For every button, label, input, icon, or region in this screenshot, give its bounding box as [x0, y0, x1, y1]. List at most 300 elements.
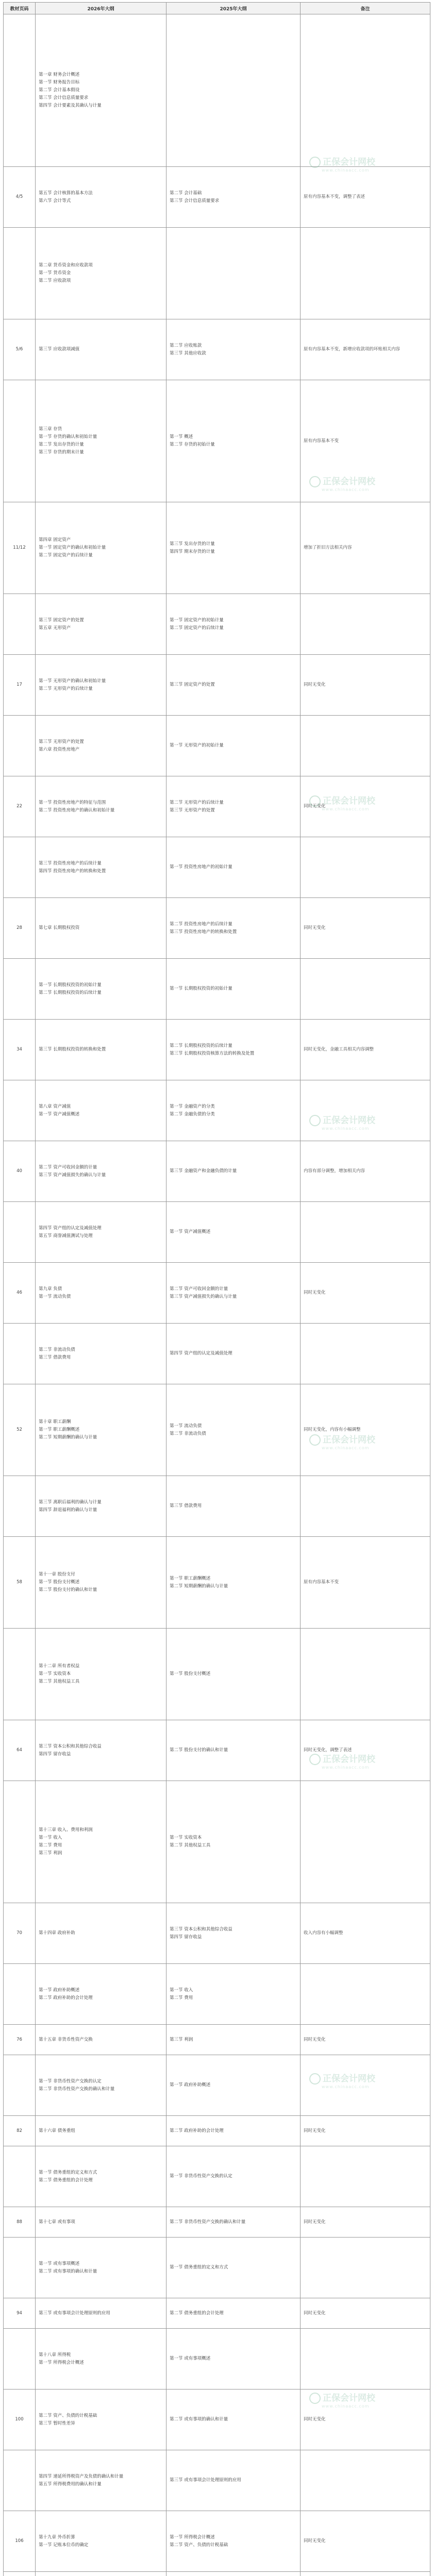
syllabus-line-2026: 第三节 会计信息质量要求 [39, 95, 89, 100]
cell-2026 [36, 837, 166, 898]
cell-note [301, 2146, 430, 2207]
cell-2025 [166, 2572, 301, 2576]
syllabus-line-2026: 第一节 非货币性资产交换的认定 [39, 2078, 102, 2084]
cell-2026 [36, 2511, 166, 2572]
syllabus-line-2025: 第一节 概述 [170, 434, 193, 439]
cell-2025 [166, 716, 301, 776]
cell-note [301, 1964, 430, 2025]
syllabus-line-2026: 第十九章 外币折算 [39, 2534, 75, 2540]
cell-page [4, 716, 36, 776]
syllabus-line-2026: 第二节 长期股权投资的后续计量 [39, 990, 102, 995]
cell-page [4, 1324, 36, 1384]
cell-note [301, 14, 430, 167]
syllabus-line-2026: 第一节 资产减值概述 [39, 1111, 80, 1117]
syllabus-line-2026: 第五节 会计核算的基本方法 [39, 190, 93, 196]
syllabus-line-2026: 第九章 负债 [39, 1286, 62, 1292]
table-row [4, 716, 430, 776]
table-row [4, 776, 430, 837]
watermark-brand: 正保会计网校 [323, 796, 375, 806]
cell-2026 [36, 1537, 166, 1629]
syllabus-line-2026: 第一节 职工薪酬概述 [39, 1427, 80, 1432]
cell-2026 [36, 319, 166, 380]
header-2026-syllabus: 2026年大纲 [36, 3, 166, 14]
watermark-brand: 正保会计网校 [323, 1435, 375, 1445]
syllabus-line-2026: 第三节 暂时性差异 [39, 2420, 75, 2426]
syllabus-line-2026: 第八章 资产减值 [39, 1104, 71, 1109]
table-row [4, 898, 430, 959]
cell-2025 [166, 898, 301, 959]
syllabus-line-2026: 第四节 会计要素及其确认与计量 [39, 103, 102, 108]
syllabus-line-2025: 第二节 非流动负债 [170, 1431, 206, 1436]
cell-2026 [36, 594, 166, 655]
syllabus-line-2026: 第二节 股份支付的确认和计量 [39, 1587, 97, 1592]
table-row [4, 1629, 430, 1720]
table-header-row [4, 3, 430, 14]
cell-note [301, 1629, 430, 1720]
watermark-url: www.chinaacc.com [322, 2084, 370, 2089]
syllabus-line-2026: 第三节 利润 [39, 1851, 62, 1856]
syllabus-line-2026: 第三节 投资性房地产的后续计量 [39, 860, 102, 866]
cell-2026 [36, 1629, 166, 1720]
cell-page [4, 2329, 36, 2389]
syllabus-line-2025: 第三节 资本公积和其他综合收益 [170, 1926, 232, 1932]
syllabus-line-2026: 第五章 无形资产 [39, 625, 71, 631]
cell-page: 17 [4, 655, 36, 716]
cell-2025 [166, 1476, 301, 1537]
syllabus-line-2025: 第三节 长期股权投资核算方法的转换及处置 [170, 1050, 255, 1056]
syllabus-line-2026: 第三节 资本公积和其他综合收益 [39, 1743, 102, 1749]
table-row [4, 2329, 430, 2389]
cell-note: 同时无变化 [301, 776, 430, 837]
cell-2025 [166, 1903, 301, 1964]
cell-note: 同时无变化 [301, 655, 430, 716]
cell-2025 [166, 776, 301, 837]
cell-page [4, 1080, 36, 1141]
table-row [4, 319, 430, 380]
cell-2025 [166, 1263, 301, 1324]
watermark-brand: 正保会计网校 [323, 2393, 375, 2403]
syllabus-line-2025: 第二节 资产可收回金额的计量 [170, 1286, 228, 1292]
syllabus-line-2026: 第二节 或有事项的确认和计量 [39, 2268, 97, 2274]
cell-page [4, 594, 36, 655]
table-row [4, 2146, 430, 2207]
syllabus-line-2026: 第二章 货币资金和应收款项 [39, 263, 93, 268]
table-row [4, 228, 430, 319]
syllabus-line-2025: 第一节 政府补助概述 [170, 2082, 211, 2088]
syllabus-line-2025: 第二节 资产、负债的计税基础 [170, 2542, 228, 2548]
syllabus-line-2026: 第二节 政府补助的会计处理 [39, 1995, 93, 2001]
syllabus-line-2025: 第一节 所得税会计概述 [170, 2534, 215, 2540]
table-row [4, 2238, 430, 2298]
table-row [4, 2116, 430, 2146]
cell-page: 22 [4, 776, 36, 837]
cell-2025 [166, 1080, 301, 1141]
cell-2025 [166, 1781, 301, 1903]
cell-2026 [36, 1263, 166, 1324]
syllabus-line-2026: 第二节 会计基本假设 [39, 88, 80, 93]
table-row [4, 1384, 430, 1476]
cell-2026 [36, 2389, 166, 2450]
cell-note [301, 2450, 430, 2511]
syllabus-line-2026: 第二节 固定资产的后续计量 [39, 553, 93, 558]
syllabus-line-2025: 第一节 或有事项概述 [170, 2356, 211, 2361]
table-row [4, 1263, 430, 1324]
syllabus-line-2025: 第二节 股份支付的确认和计量 [170, 1748, 228, 1753]
cell-note [301, 1476, 430, 1537]
cell-2026 [36, 716, 166, 776]
syllabus-line-2026: 第三节 存货的期末计量 [39, 450, 84, 455]
syllabus-line-2026: 第二节 应收款项 [39, 278, 71, 283]
table-row [4, 1020, 430, 1080]
watermark-url: www.chinaacc.com [322, 2404, 370, 2409]
syllabus-line-2025: 第一节 金融资产的分类 [170, 1104, 215, 1109]
syllabus-line-2025: 第二节 无形资产的后续计量 [170, 800, 224, 805]
syllabus-line-2026: 第二节 资产、负债的计税基础 [39, 2413, 97, 2418]
syllabus-line-2026: 第一节 流动负债 [39, 1294, 71, 1299]
watermark-brand: 正保会计网校 [323, 477, 375, 487]
cell-note: 原有内容基本不变，新增应收款项的坏账相关内容 [301, 319, 430, 380]
cell-2026 [36, 2329, 166, 2389]
syllabus-line-2025: 第三节 借款费用 [170, 1503, 202, 1509]
table-row [4, 1903, 430, 1964]
syllabus-line-2026: 第十三章 收入、费用和利润 [39, 1827, 93, 1833]
syllabus-line-2026: 第一节 固定资产的确认和初始计量 [39, 545, 106, 550]
syllabus-line-2025: 第四节 期末存货的计量 [170, 549, 215, 554]
cell-2026 [36, 502, 166, 594]
table-row [4, 2511, 430, 2572]
table-row [4, 1476, 430, 1537]
cell-2025 [166, 1720, 301, 1781]
syllabus-line-2026: 第一节 投资性房地产的特征与范围 [39, 800, 106, 805]
cell-2026 [36, 14, 166, 167]
syllabus-line-2026: 第五节 所得税费用的确认和计量 [39, 2481, 102, 2487]
cell-page: 40 [4, 1141, 36, 1202]
cell-2026 [36, 2116, 166, 2146]
table-row [4, 2207, 430, 2238]
syllabus-line-2025: 第二节 或有事项的确认和计量 [170, 2417, 228, 2422]
syllabus-line-2025: 第一节 职工薪酬概述 [170, 1575, 211, 1581]
watermark-url: www.chinaacc.com [322, 168, 370, 173]
table-row [4, 1141, 430, 1202]
header-page: 教材页码 [4, 3, 36, 14]
cell-2025 [166, 655, 301, 716]
table-row [4, 167, 430, 228]
table-row [4, 2389, 430, 2450]
syllabus-line-2026: 第一节 收入 [39, 1835, 62, 1840]
syllabus-line-2025: 第二节 其他权益工具 [170, 1843, 211, 1848]
syllabus-line-2026: 第十一章 股份支付 [39, 1572, 75, 1577]
syllabus-line-2025: 第三节 资产减值损失的确认与计量 [170, 1294, 237, 1299]
syllabus-line-2026: 第十二章 所有者权益 [39, 1664, 80, 1669]
cell-2025 [166, 2329, 301, 2389]
cell-2025 [166, 14, 301, 167]
cell-page [4, 837, 36, 898]
syllabus-line-2026: 第一节 股份支付概述 [39, 1580, 80, 1585]
cell-2026 [36, 1781, 166, 1903]
syllabus-line-2025: 第三节 或有事项会计处理原则的应用 [170, 2478, 241, 2483]
table-row [4, 1964, 430, 2025]
cell-note: 同时无变化 [301, 2116, 430, 2146]
cell-note: 同时无变化，调整了表述 [301, 1720, 430, 1781]
cell-2026 [36, 2207, 166, 2238]
syllabus-line-2026: 第一章 财务会计概述 [39, 72, 80, 77]
cell-2025 [166, 594, 301, 655]
syllabus-line-2026: 第一节 实收资本 [39, 1671, 71, 1676]
syllabus-line-2026: 第十五章 非货币性资产交换 [39, 2037, 93, 2042]
cell-2025 [166, 2146, 301, 2207]
cell-note [301, 1202, 430, 1263]
cell-page: 100 [4, 2389, 36, 2450]
cell-2025 [166, 2511, 301, 2572]
cell-2026 [36, 1384, 166, 1476]
cell-2026 [36, 380, 166, 502]
cell-2025 [166, 2298, 301, 2329]
syllabus-line-2026: 第四节 递延所得税资产及负债的确认和计量 [39, 2473, 124, 2479]
cell-2026 [36, 1964, 166, 2025]
syllabus-line-2025: 第二节 会计基础 [170, 190, 202, 196]
syllabus-line-2026: 第一节 记账本位币的确定 [39, 2542, 89, 2548]
syllabus-line-2025: 第二节 债务重组的会计处理 [170, 2310, 224, 2316]
cell-page [4, 959, 36, 1020]
cell-2026 [36, 1202, 166, 1263]
syllabus-line-2026: 第三节 资产减值损失的确认与计量 [39, 1172, 106, 1178]
syllabus-line-2025: 第一节 投资性房地产的初始计量 [170, 865, 232, 870]
cell-page: 88 [4, 2207, 36, 2238]
cell-note: 同时无变化 [301, 2511, 430, 2572]
syllabus-line-2025: 第三节 会计信息质量要求 [170, 198, 220, 204]
table-row [4, 837, 430, 898]
cell-2025 [166, 2116, 301, 2146]
cell-page: 11/12 [4, 502, 36, 594]
table-row [4, 2025, 430, 2055]
cell-2025 [166, 319, 301, 380]
syllabus-line-2025: 第二节 政府补助的会计处理 [170, 2128, 224, 2133]
cell-2026 [36, 2238, 166, 2298]
cell-page: 52 [4, 1384, 36, 1476]
syllabus-comparison-table [3, 2, 430, 2576]
cell-2025 [166, 1537, 301, 1629]
cell-2025 [166, 837, 301, 898]
syllabus-line-2025: 第一节 债务重组的定义和方式 [170, 2265, 228, 2270]
cell-2025 [166, 1324, 301, 1384]
watermark-url: www.chinaacc.com [322, 487, 370, 492]
cell-note: 内容有部分调整，增加相关内容 [301, 1141, 430, 1202]
watermark-brand: 正保会计网校 [323, 157, 375, 167]
syllabus-line-2026: 第一节 长期股权投资的初始计量 [39, 982, 102, 988]
cell-2025 [166, 1629, 301, 1720]
cell-2025 [166, 2450, 301, 2511]
syllabus-line-2025: 第一节 非货币性资产交换的认定 [170, 2174, 232, 2179]
syllabus-line-2025: 第一节 实收资本 [170, 1835, 202, 1840]
syllabus-line-2026: 第十四章 政府补助 [39, 1930, 75, 1936]
syllabus-line-2026: 第一节 或有事项概述 [39, 2261, 80, 2266]
syllabus-line-2026: 第二节 短期薪酬的确认与计量 [39, 1435, 97, 1440]
syllabus-line-2026: 第四节 资产组的认定及减值处理 [39, 1225, 102, 1231]
cell-page: 34 [4, 1020, 36, 1080]
cell-2025 [166, 2389, 301, 2450]
cell-page: 5/6 [4, 319, 36, 380]
table-row [4, 1720, 430, 1781]
syllabus-line-2026: 第二节 无形资产的后续计量 [39, 686, 93, 691]
cell-note: 同时无变化，内容有小幅调整 [301, 1384, 430, 1476]
syllabus-line-2025: 第二节 存货的初始计量 [170, 442, 215, 447]
header-note: 备注 [301, 3, 430, 14]
syllabus-line-2025: 第四节 资产组的认定及减值处理 [170, 1351, 232, 1356]
cell-page [4, 1781, 36, 1903]
syllabus-line-2026: 第三节 借款费用 [39, 1354, 71, 1360]
cell-2026 [36, 2298, 166, 2329]
watermark-brand: 正保会计网校 [323, 2074, 375, 2084]
syllabus-line-2026: 第四节 留存收益 [39, 1751, 71, 1757]
cell-note: 增加了折旧方法相关内容 [301, 502, 430, 594]
cell-2025 [166, 167, 301, 228]
watermark-url: www.chinaacc.com [322, 1765, 370, 1770]
syllabus-line-2025: 第一节 无形资产的初始计量 [170, 743, 224, 748]
table-row [4, 14, 430, 167]
cell-2026 [36, 1324, 166, 1384]
syllabus-line-2026: 第二节 发出存货的计量 [39, 442, 84, 447]
syllabus-line-2025: 第二节 费用 [170, 1995, 193, 2001]
syllabus-line-2026: 第十章 职工薪酬 [39, 1419, 71, 1425]
syllabus-line-2026: 第二节 其他权益工具 [39, 1679, 80, 1684]
cell-page: 28 [4, 898, 36, 959]
cell-page [4, 2238, 36, 2298]
cell-2026 [36, 1476, 166, 1537]
table-row [4, 2572, 430, 2576]
syllabus-line-2025: 第四节 留存收益 [170, 1934, 202, 1940]
syllabus-line-2026: 第一节 财务报告目标 [39, 80, 80, 85]
syllabus-line-2025: 第三节 固定资产的处置 [170, 682, 215, 687]
cell-note [301, 594, 430, 655]
syllabus-line-2026: 第一节 政府补助概述 [39, 1987, 80, 1993]
syllabus-line-2026: 第一节 存货的确认和初始计量 [39, 434, 97, 439]
syllabus-line-2026: 第二节 债务重组的会计处理 [39, 2177, 93, 2183]
table-row [4, 2450, 430, 2511]
cell-2025 [166, 502, 301, 594]
cell-page [4, 1964, 36, 2025]
syllabus-line-2026: 第十六章 债务重组 [39, 2128, 75, 2133]
cell-page: 94 [4, 2298, 36, 2329]
table-row [4, 380, 430, 502]
cell-2025 [166, 2238, 301, 2298]
cell-page [4, 2055, 36, 2116]
syllabus-line-2025: 第一节 收入 [170, 1987, 193, 1993]
comparison-table-container [3, 2, 430, 2576]
table-row [4, 1324, 430, 1384]
syllabus-line-2025: 第二节 非货币性资产交换的确认和计量 [170, 2219, 246, 2225]
cell-2025 [166, 1964, 301, 2025]
cell-2026 [36, 167, 166, 228]
cell-2025 [166, 2025, 301, 2055]
cell-note: 收入内容有小幅调整 [301, 1903, 430, 1964]
cell-2026 [36, 2450, 166, 2511]
cell-2026 [36, 2146, 166, 2207]
cell-page: 106 [4, 2511, 36, 2572]
cell-note [301, 959, 430, 1020]
syllabus-line-2025: 第一节 长期股权投资的初始计量 [170, 986, 232, 991]
watermark-url: www.chinaacc.com [322, 1446, 370, 1450]
table-row [4, 655, 430, 716]
syllabus-line-2026: 第二节 资产可收回金额的计量 [39, 1164, 97, 1170]
cell-2026 [36, 2572, 166, 2576]
syllabus-line-2025: 第二节 固定资产的后续计量 [170, 625, 224, 631]
syllabus-line-2025: 第三节 无形资产的处置 [170, 807, 215, 813]
cell-note [301, 2572, 430, 2576]
syllabus-line-2026: 第七章 长期股权投资 [39, 925, 80, 930]
cell-2026 [36, 2025, 166, 2055]
syllabus-line-2025: 第二节 应收账款 [170, 343, 202, 348]
cell-note [301, 2055, 430, 2116]
syllabus-line-2026: 第三节 或有事项会计处理原则的应用 [39, 2310, 110, 2316]
syllabus-line-2026: 第三节 固定资产的处置 [39, 617, 84, 623]
cell-note [301, 1781, 430, 1903]
watermark-url: www.chinaacc.com [322, 1126, 370, 1131]
syllabus-line-2025: 第三节 发出存货的计量 [170, 541, 215, 547]
cell-page: 76 [4, 2025, 36, 2055]
cell-2025 [166, 1020, 301, 1080]
cell-2025 [166, 228, 301, 319]
syllabus-line-2026: 第一节 货币资金 [39, 270, 71, 276]
table-row [4, 2298, 430, 2329]
cell-page [4, 380, 36, 502]
syllabus-line-2026: 第三节 应收款项减值 [39, 347, 80, 352]
cell-page [4, 1476, 36, 1537]
syllabus-line-2026: 第四节 投资性房地产的转换和处置 [39, 868, 106, 874]
cell-2025 [166, 380, 301, 502]
cell-2026 [36, 1020, 166, 1080]
syllabus-line-2026: 第四节 辞退福利的确认与计量 [39, 1507, 97, 1513]
syllabus-line-2026: 第三节 无形资产的处置 [39, 739, 84, 744]
cell-page: 82 [4, 2116, 36, 2146]
syllabus-line-2025: 第三节 金融资产和金融负债的计量 [170, 1168, 237, 1174]
syllabus-line-2025: 第一节 股份支付概述 [170, 1671, 211, 1676]
cell-2026 [36, 1720, 166, 1781]
cell-note: 同时无变化 [301, 1263, 430, 1324]
syllabus-line-2025: 第二节 短期薪酬的确认与计量 [170, 1583, 228, 1589]
cell-note: 同时无变化，金融工具相关内容调整 [301, 1020, 430, 1080]
cell-page: 64 [4, 1720, 36, 1781]
syllabus-line-2026: 第一节 债务重组的定义和方式 [39, 2170, 97, 2175]
cell-note [301, 837, 430, 898]
syllabus-line-2026: 第二节 非流动负债 [39, 1347, 75, 1352]
cell-2025 [166, 959, 301, 1020]
cell-note: 同时无变化 [301, 2298, 430, 2329]
cell-2026 [36, 898, 166, 959]
cell-page [4, 2572, 36, 2576]
cell-2026 [36, 959, 166, 1020]
syllabus-line-2026: 第二节 非货币性资产交换的确认和计量 [39, 2086, 115, 2092]
syllabus-line-2026: 第十七章 或有事项 [39, 2219, 75, 2225]
cell-2025 [166, 2207, 301, 2238]
cell-page [4, 14, 36, 167]
cell-note: 同时无变化 [301, 898, 430, 959]
cell-note: 同时无变化 [301, 2207, 430, 2238]
cell-page [4, 228, 36, 319]
syllabus-line-2025: 第一节 资产减值概述 [170, 1229, 211, 1234]
syllabus-line-2026: 第十八章 所得税 [39, 2352, 71, 2358]
cell-2025 [166, 2055, 301, 2116]
syllabus-line-2026: 第五节 商誉减值测试与处理 [39, 1233, 93, 1239]
syllabus-line-2026: 第三章 存货 [39, 427, 62, 432]
cell-2026 [36, 228, 166, 319]
watermark-brand: 正保会计网校 [323, 1754, 375, 1765]
table-row [4, 1080, 430, 1141]
syllabus-line-2025: 第一节 流动负债 [170, 1423, 202, 1429]
cell-note [301, 2238, 430, 2298]
syllabus-line-2026: 第三节 长期股权投资的转换和处置 [39, 1047, 106, 1052]
header-2025-syllabus: 2025年大纲 [166, 3, 301, 14]
cell-note: 同时无变化 [301, 2025, 430, 2055]
